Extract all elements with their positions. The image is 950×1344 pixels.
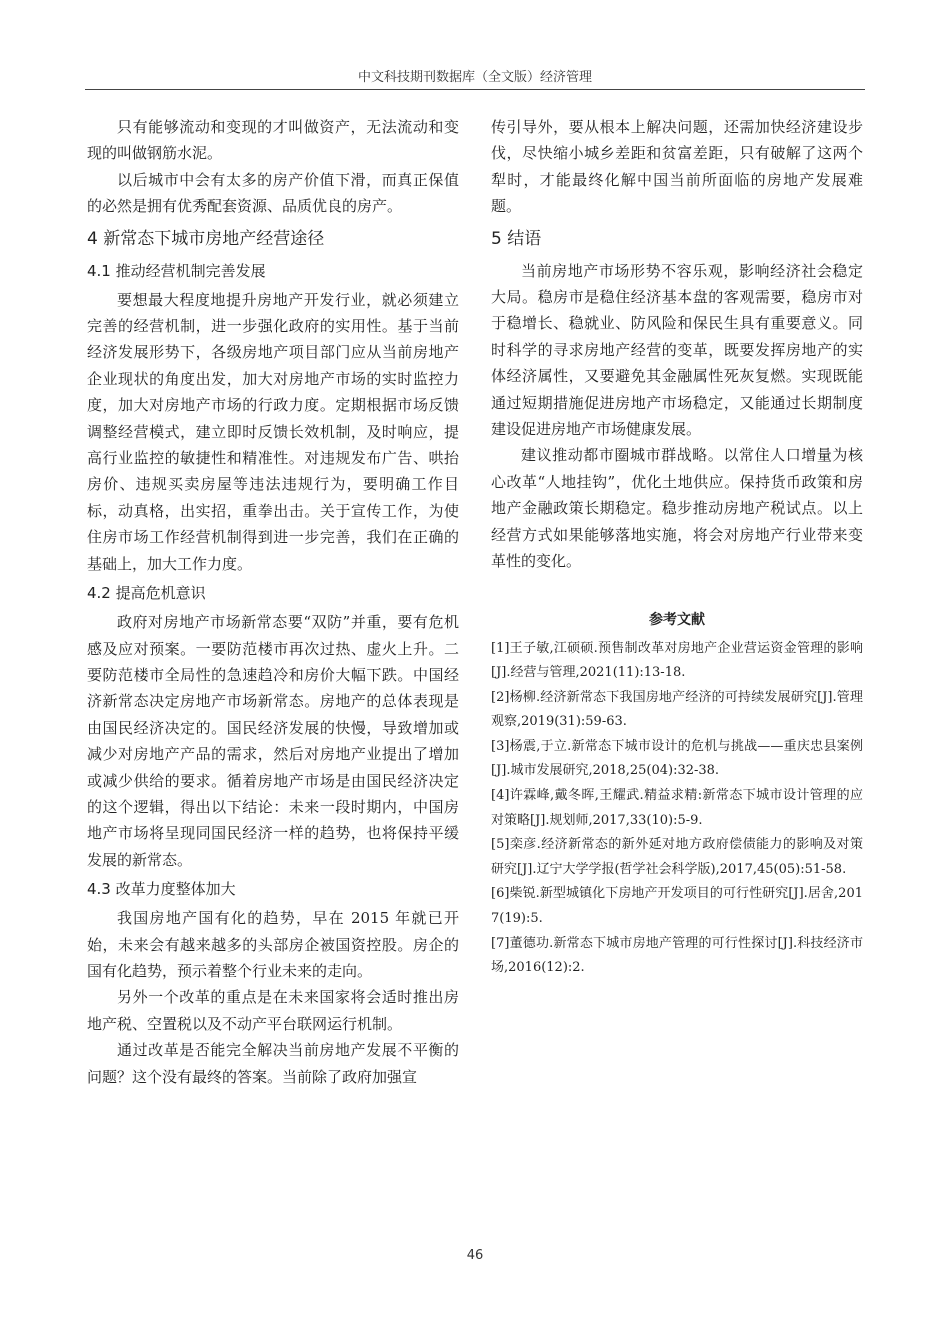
subsection-heading-4-2: 4.2 提高危机意识 bbox=[87, 584, 206, 603]
reference-item: [1]王子敏,江硕硕.预售制改革对房地产企业营运资金管理的影响[J].经营与管理,2021(11):13-18. bbox=[491, 640, 863, 681]
paragraph: 另外一个改革的重点是在未来国家将会适时推出房地产税、空置税以及不动产平台联网运行机制。 bbox=[87, 988, 459, 1033]
paragraph: 当前房地产市场形势不容乐观，影响经济社会稳定大局。稳房市是稳住经济基本盘的客观需要，稳房市对于稳增长、稳就业、防风险和保民生具有重要意义。同时科学的寻求房地产经营的变革，既要发挥房地产的实体经济属性，又要避免其金融属性死灰复燃。实现既能通过短期措施促进房地产市场稳定，又能通过长期制度建设促进房地产市场健康发展。 bbox=[491, 261, 863, 439]
paragraph-continued: 传引导外，要从根本上解决问题，还需加快经济建设步伐，尽快缩小城乡差距和贫富差距，只有破解了这两个犁时，才能最终化解中国当前所面临的房地产发展难题。 bbox=[491, 118, 863, 216]
paragraph: 我国房地产国有化的趋势，早在 2015 年就已开始，未来会有越来越多的头部房企被国资控股。房企的国有化趋势，预示着整个行业未来的走向。 bbox=[87, 909, 459, 980]
references-heading: 参考文献 bbox=[649, 611, 705, 628]
reference-item: [7]董德功.新常态下城市房地产管理的可行性探讨[J].科技经济市场,2016(12):2. bbox=[491, 935, 863, 976]
paragraph: 要想最大程度地提升房地产开发行业，就必须建立完善的经营机制，进一步强化政府的实用性。基于当前经济发展形势下，各级房地产项目部门应从当前房地产企业现状的角度出发，加大对房地产市场的实时监控力度，加大对房地产市场的行政力度。定期根据市场反馈调整经营模式，建立即时反馈长效机制，及时响应，提高行业监控的敏捷性和精准性。对违规发布广告、哄抬房价、违规买卖房屋等违法违规行为，要明确工作目标，动真格，出实招，重拳出击。关于宣传工作，为使住房市场工作经营机制得到进一步完善，我们在正确的基础上，加大工作力度。 bbox=[87, 290, 459, 573]
paragraph: 只有能够流动和变现的才叫做资产，无法流动和变现的叫做钢筋水泥。 bbox=[87, 118, 459, 163]
paragraph: 以后城市中会有太多的房产价值下滑，而真正保值的必然是拥有优秀配套资源、品质优良的房产。 bbox=[87, 170, 459, 216]
reference-item: [4]许霖峰,戴冬晖,王耀武.精益求精:新常态下城市设计管理的应对策略[J].规划师,2017,33(10):5-9. bbox=[491, 788, 863, 828]
reference-item: [2]杨柳.经济新常态下我国房地产经济的可持续发展研究[J].管理观察,2019(31):59-63. bbox=[491, 689, 863, 730]
reference-item: [3]杨震,于立.新常态下城市设计的危机与挑战——重庆忠县案例[J].城市发展研究,2018,25(04):32-38. bbox=[491, 738, 863, 779]
journal-header: 中文科技期刊数据库（全文版）经济管理 bbox=[357, 70, 592, 85]
paragraph: 建议推动都市圈城市群战略。以常住人口增量为核心改革“人地挂钩”，优化土地供应。保持货币政策和房地产金融政策长期稳定。稳步推动房地产税试点。以上经营方式如果能够落地实施，将会对房地产行业带来变革性的变化。 bbox=[491, 446, 863, 571]
section-heading-5: 5 结语 bbox=[491, 228, 542, 249]
left-column bbox=[87, 114, 459, 1090]
subsection-heading-4-1: 4.1 推动经营机制完善发展 bbox=[87, 261, 266, 280]
paragraph: 通过改革是否能完全解决当前房地产发展不平衡的问题？这个没有最终的答案。当前除了政府加强宣 bbox=[87, 1041, 459, 1086]
right-column bbox=[491, 114, 863, 981]
page-number: 46 bbox=[466, 1248, 484, 1263]
reference-list bbox=[491, 637, 863, 981]
header-divider bbox=[85, 89, 865, 90]
reference-item: [5]栾彦.经济新常态的新外延对地方政府偿债能力的影响及对策研究[J].辽宁大学学报(哲学社会科学版),2017,45(05):51-58. bbox=[491, 837, 863, 877]
subsection-heading-4-3: 4.3 改革力度整体加大 bbox=[87, 880, 236, 899]
paragraph: 政府对房地产市场新常态要“双防”并重，要有危机感及应对预案。一要防范楼市再次过热、虚火上升。二要防范楼市全局性的急速趋冷和房价大幅下跌。中国经济新常态决定房地产市场新常态。房地产的总体表现是由国民经济决定的。国民经济发展的快慢，导致增加或减少对房地产产品的需求，然后对房地产业提出了增加或减少供给的要求。循着房地产市场是由国民经济决定的这个逻辑，得出以下结论：未来一段时期内，中国房地产市场将呈现同国民经济一样的趋势，也将保持平缓发展的新常态。 bbox=[87, 613, 459, 869]
reference-item: [6]柴锐.新型城镇化下房地产开发项目的可行性研究[J].居舍,2017(19):5. bbox=[491, 886, 863, 927]
section-heading-4: 4 新常态下城市房地产经营途径 bbox=[87, 228, 325, 249]
